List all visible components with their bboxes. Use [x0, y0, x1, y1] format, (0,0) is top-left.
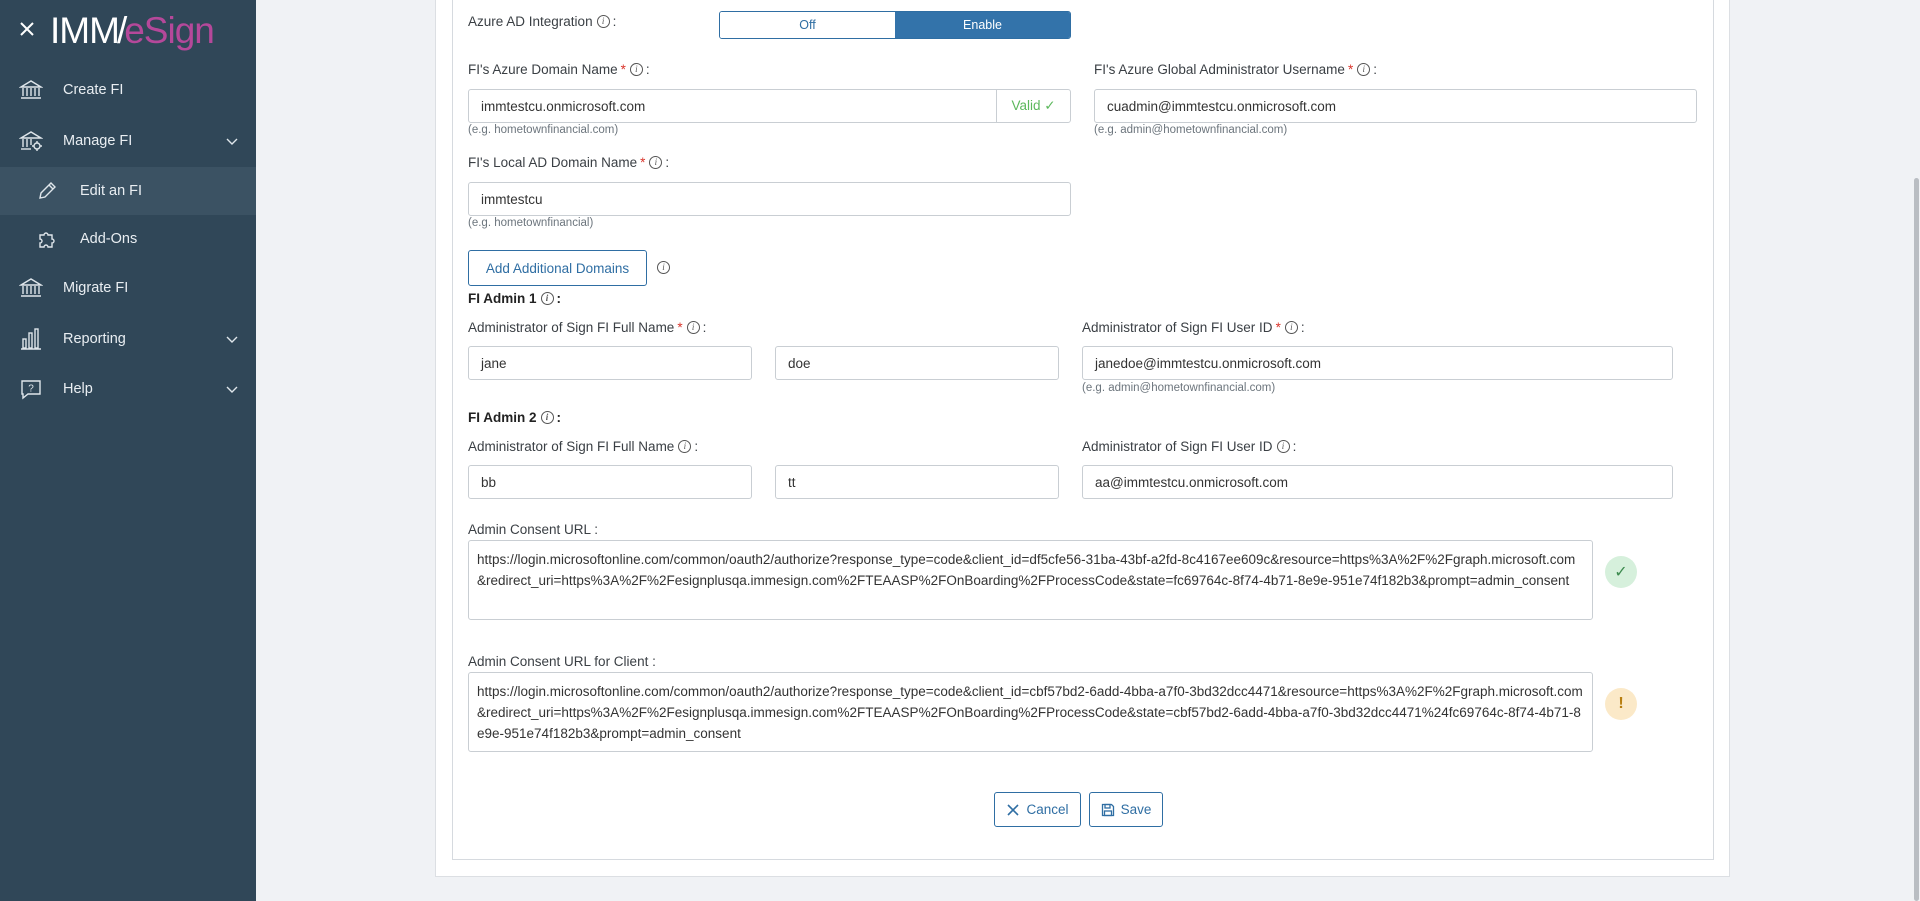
bank-icon — [19, 78, 43, 102]
sidebar-item-add-ons[interactable] — [0, 215, 256, 263]
consent-url-client-label: Admin Consent URL for Client : — [468, 654, 656, 669]
help-bubble-icon — [19, 377, 43, 401]
azure-admin-hint: (e.g. admin@hometownfinancial.com) — [1094, 124, 1288, 136]
info-icon[interactable]: i — [1277, 440, 1290, 453]
admin1-heading: FI Admin 1 i : — [468, 291, 562, 306]
admin1-userid-hint: (e.g. admin@hometownfinancial.com) — [1082, 382, 1276, 394]
close-icon[interactable] — [18, 20, 36, 38]
sidebar-header — [0, 0, 256, 62]
azure-domain-hint: (e.g. hometownfinancial.com) — [468, 124, 619, 136]
azure-ad-label-text: Azure AD Integration — [468, 14, 593, 29]
info-icon[interactable]: i — [597, 15, 610, 28]
consent-url-client-warning-icon: ! — [1605, 688, 1637, 720]
logo-imm: IMM — [50, 10, 119, 51]
admin2-fullname-label: Administrator of Sign FI Full Name i : — [468, 439, 699, 454]
pencil-icon — [36, 180, 58, 202]
save-button[interactable] — [1089, 792, 1163, 827]
info-icon[interactable]: i — [541, 292, 554, 305]
consent-url-label: Admin Consent URL : — [468, 522, 599, 537]
azure-domain-label: FI's Azure Domain Name * i : — [468, 62, 650, 77]
consent-url-client-textarea[interactable]: https://login.microsoftonline.com/common/oauth2/authorize?response_type=code&client_id=cbf57bd2-6add-4bba-a7f0-3bd32dcc4471&resource=https%3A%2F%2Fgraph.microsoft.com&redirect_uri=https%3A%2F%2Fesignplusqa.immesign.com%2FTEAASP%2FOnBoarding%2FProcessCode&state=cbf57bd2-6add-4bba-a7f0-3bd32dcc4471%24fc69764c-8f74-4b71-8e9e-951e74f182b3&prompt=admin_consent — [468, 672, 1593, 752]
chevron-down-icon — [226, 136, 238, 146]
info-icon[interactable]: i — [630, 63, 643, 76]
local-ad-label: FI's Local AD Domain Name * i : — [468, 155, 670, 170]
sidebar-item-migrate-fi[interactable] — [0, 263, 256, 313]
sidebar-item-create-fi[interactable] — [0, 65, 256, 115]
azure-admin-label-text: FI's Azure Global Administrator Username — [1094, 62, 1345, 77]
admin1-fullname-label-text: Administrator of Sign FI Full Name — [468, 320, 675, 335]
admin1-userid-input[interactable]: janedoe@immtestcu.onmicrosoft.com — [1082, 346, 1673, 380]
azure-domain-label-text: FI's Azure Domain Name — [468, 62, 618, 77]
sidebar-item-label: Add-Ons — [80, 231, 138, 247]
sidebar-item-label: Migrate FI — [63, 280, 129, 296]
admin1-userid-label-text: Administrator of Sign FI User ID — [1082, 320, 1273, 335]
logo-esign: eSign — [124, 10, 214, 51]
sidebar-item-label: Create FI — [63, 82, 124, 98]
local-ad-input[interactable]: immtestcu — [468, 182, 1071, 216]
bank-icon — [19, 276, 43, 300]
chevron-down-icon — [226, 384, 238, 394]
valid-badge: Valid ✓ — [996, 89, 1071, 123]
info-icon[interactable]: i — [1285, 321, 1298, 334]
admin1-heading-text: FI Admin 1 — [468, 291, 537, 306]
info-icon[interactable]: i — [649, 156, 662, 169]
sidebar — [0, 0, 256, 901]
logo-slash: / — [116, 10, 127, 51]
bank-gear-icon — [19, 129, 43, 153]
azure-domain-input[interactable]: immtestcu.onmicrosoft.com — [468, 89, 997, 123]
local-ad-hint: (e.g. hometownfinancial) — [468, 217, 594, 229]
sidebar-item-help[interactable] — [0, 364, 256, 414]
scrollbar-thumb[interactable] — [1914, 178, 1919, 901]
app-logo — [50, 6, 214, 56]
toggle-enable-option[interactable]: Enable — [895, 12, 1070, 38]
admin1-userid-label: Administrator of Sign FI User ID * i : — [1082, 320, 1305, 335]
sidebar-item-label: Help — [63, 381, 93, 397]
sidebar-item-reporting[interactable] — [0, 314, 256, 364]
admin2-first-name-input[interactable]: bb — [468, 465, 752, 499]
save-floppy-icon — [1101, 803, 1115, 817]
azure-admin-label: FI's Azure Global Administrator Username * i : — [1094, 62, 1377, 77]
info-icon[interactable]: i — [1357, 63, 1370, 76]
cancel-button-label: Cancel — [1026, 802, 1069, 817]
sidebar-item-edit-an-fi[interactable] — [0, 167, 256, 215]
info-icon[interactable]: i — [687, 321, 700, 334]
admin1-first-name-input[interactable]: jane — [468, 346, 752, 380]
page-scrollbar[interactable] — [1912, 0, 1920, 901]
cancel-x-icon — [1006, 803, 1020, 817]
consent-url-textarea[interactable]: https://login.microsoftonline.com/common/oauth2/authorize?response_type=code&client_id=df5cfe56-31ba-43bf-a2fd-8c4167ee609c&resource=https%3A%2F%2Fgraph.microsoft.com&redirect_uri=https%3A%2F%2Fesignplusqa.immesign.com%2FTEAASP%2FOnBoarding%2FProcessCode&state=fc69764c-8f74-4b71-8e9e-951e74f182b3&prompt=admin_consent — [468, 540, 1593, 620]
cancel-button[interactable] — [994, 792, 1081, 827]
admin2-userid-input[interactable]: aa@immtestcu.onmicrosoft.com — [1082, 465, 1673, 499]
add-additional-domains-button[interactable]: Add Additional Domains — [468, 250, 647, 286]
admin2-heading-text: FI Admin 2 — [468, 410, 537, 425]
sidebar-item-label: Edit an FI — [80, 183, 143, 199]
svg-text:?: ? — [28, 383, 34, 395]
info-icon[interactable]: i — [541, 411, 554, 424]
chevron-down-icon — [226, 334, 238, 344]
admin1-fullname-label: Administrator of Sign FI Full Name * i : — [468, 320, 707, 335]
info-icon[interactable]: i — [678, 440, 691, 453]
sidebar-item-label: Manage FI — [63, 133, 133, 149]
admin2-userid-label-text: Administrator of Sign FI User ID — [1082, 439, 1273, 454]
admin2-last-name-input[interactable]: tt — [775, 465, 1059, 499]
admin2-heading: FI Admin 2 i : — [468, 410, 562, 425]
azure-ad-label: Azure AD Integration i : — [468, 14, 617, 29]
admin1-last-name-input[interactable]: doe — [775, 346, 1059, 380]
admin2-userid-label: Administrator of Sign FI User ID i : — [1082, 439, 1297, 454]
consent-url-check-icon: ✓ — [1605, 556, 1637, 588]
toggle-off-option[interactable]: Off — [720, 12, 895, 38]
azure-admin-input[interactable]: cuadmin@immtestcu.onmicrosoft.com — [1094, 89, 1697, 123]
local-ad-label-text: FI's Local AD Domain Name — [468, 155, 638, 170]
save-button-label: Save — [1120, 802, 1152, 817]
sidebar-item-label: Reporting — [63, 331, 126, 347]
info-icon[interactable]: i — [657, 261, 670, 274]
sidebar-item-manage-fi[interactable] — [0, 116, 256, 166]
puzzle-icon — [36, 228, 58, 250]
bar-chart-icon — [19, 327, 43, 351]
admin2-fullname-label-text: Administrator of Sign FI Full Name — [468, 439, 675, 454]
azure-ad-toggle[interactable] — [719, 11, 1071, 39]
